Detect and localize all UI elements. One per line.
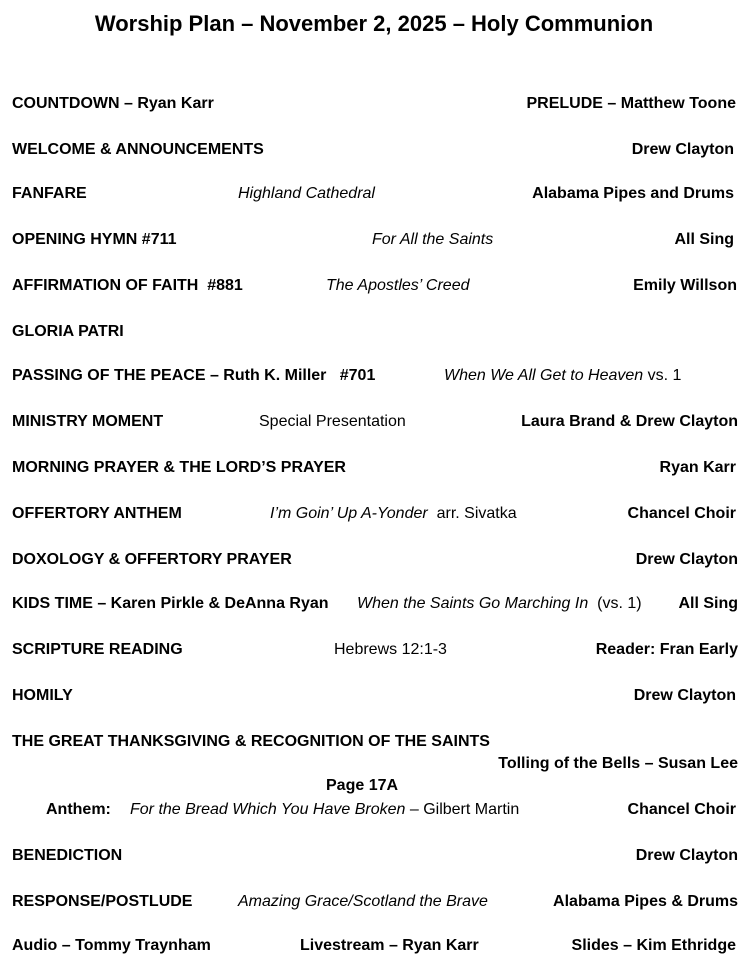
offertory-anthem-arranger: arr. Sivatka — [427, 505, 517, 522]
affirmation-label: AFFIRMATION OF FAITH #881 — [12, 277, 243, 294]
kids-time-label: KIDS TIME – Karen Pirkle & DeAnna Ryan — [12, 595, 329, 612]
ministry-leaders: Laura Brand & Drew Clayton — [521, 413, 738, 430]
benediction-label: BENEDICTION — [12, 847, 123, 864]
scripture-reader: Reader: Fran Early — [595, 641, 738, 658]
doxology-label: DOXOLOGY & OFFERTORY PRAYER — [12, 551, 292, 568]
countdown-label: COUNTDOWN – Ryan Karr — [12, 95, 214, 112]
anthem-composer: – Gilbert Martin — [405, 801, 520, 818]
opening-hymn-title: For All the Saints — [372, 231, 494, 248]
welcome-label: WELCOME & ANNOUNCEMENTS — [12, 141, 264, 158]
opening-hymn-leader: All Sing — [674, 231, 734, 248]
ministry-label: MINISTRY MOMENT — [12, 413, 164, 430]
anthem-label: Anthem: — [46, 801, 111, 818]
anthem-piece — [130, 800, 519, 820]
thanksgiving-label: THE GREAT THANKSGIVING & RECOGNITION OF THE SAINTS — [12, 733, 490, 750]
offertory-anthem-label: OFFERTORY ANTHEM — [12, 505, 182, 522]
anthem-performer: Chancel Choir — [627, 801, 736, 818]
kids-time-title: When the Saints Go Marching In — [357, 595, 589, 612]
offertory-anthem-performer: Chancel Choir — [627, 505, 736, 522]
homily-label: HOMILY — [12, 687, 73, 704]
peace-hymn — [444, 366, 681, 386]
page-reference: Page 17A — [326, 777, 399, 794]
affirmation-title: The Apostles’ Creed — [326, 277, 470, 294]
fanfare-title: Highland Cathedral — [238, 185, 375, 202]
fanfare-label: FANFARE — [12, 185, 87, 202]
prelude-label: PRELUDE – Matthew Toone — [526, 95, 736, 112]
morning-prayer-leader: Ryan Karr — [659, 459, 736, 476]
welcome-leader: Drew Clayton — [631, 141, 734, 158]
scripture-passage: Hebrews 12:1-3 — [334, 641, 447, 658]
peace-hymn-title: When We All Get to Heaven — [444, 367, 644, 384]
scripture-label: SCRIPTURE READING — [12, 641, 183, 658]
peace-hymn-verse: vs. 1 — [643, 367, 682, 384]
peace-label: PASSING OF THE PEACE – Ruth K. Miller #701 — [12, 367, 376, 384]
kids-time-leader: All Sing — [678, 595, 738, 612]
kids-time-song — [357, 594, 642, 614]
homily-leader: Drew Clayton — [633, 687, 736, 704]
postlude-label: RESPONSE/POSTLUDE — [12, 893, 193, 910]
slides-credit: Slides – Kim Ethridge — [571, 937, 736, 954]
anthem-title: For the Bread Which You Have Broken — [130, 801, 406, 818]
morning-prayer-label: MORNING PRAYER & THE LORD’S PRAYER — [12, 459, 346, 476]
postlude-title: Amazing Grace/Scotland the Brave — [238, 893, 488, 910]
offertory-anthem-title: I’m Goin’ Up A-Yonder — [270, 505, 428, 522]
offertory-anthem-piece — [270, 504, 517, 524]
gloria-label: GLORIA PATRI — [12, 323, 124, 340]
benediction-leader: Drew Clayton — [635, 847, 738, 864]
affirmation-leader: Emily Willson — [633, 277, 737, 294]
kids-time-verse: (vs. 1) — [588, 595, 642, 612]
ministry-presentation: Special Presentation — [259, 413, 406, 430]
opening-hymn-label: OPENING HYMN #711 — [12, 231, 177, 248]
livestream-credit: Livestream – Ryan Karr — [300, 937, 479, 954]
audio-credit: Audio – Tommy Traynham — [12, 937, 211, 954]
tolling-of-bells: Tolling of the Bells – Susan Lee — [498, 755, 738, 772]
page-title: Worship Plan – November 2, 2025 – Holy Communion — [94, 11, 654, 36]
fanfare-performer: Alabama Pipes and Drums — [532, 185, 734, 202]
doxology-leader: Drew Clayton — [635, 551, 738, 568]
postlude-performer: Alabama Pipes & Drums — [553, 893, 738, 910]
